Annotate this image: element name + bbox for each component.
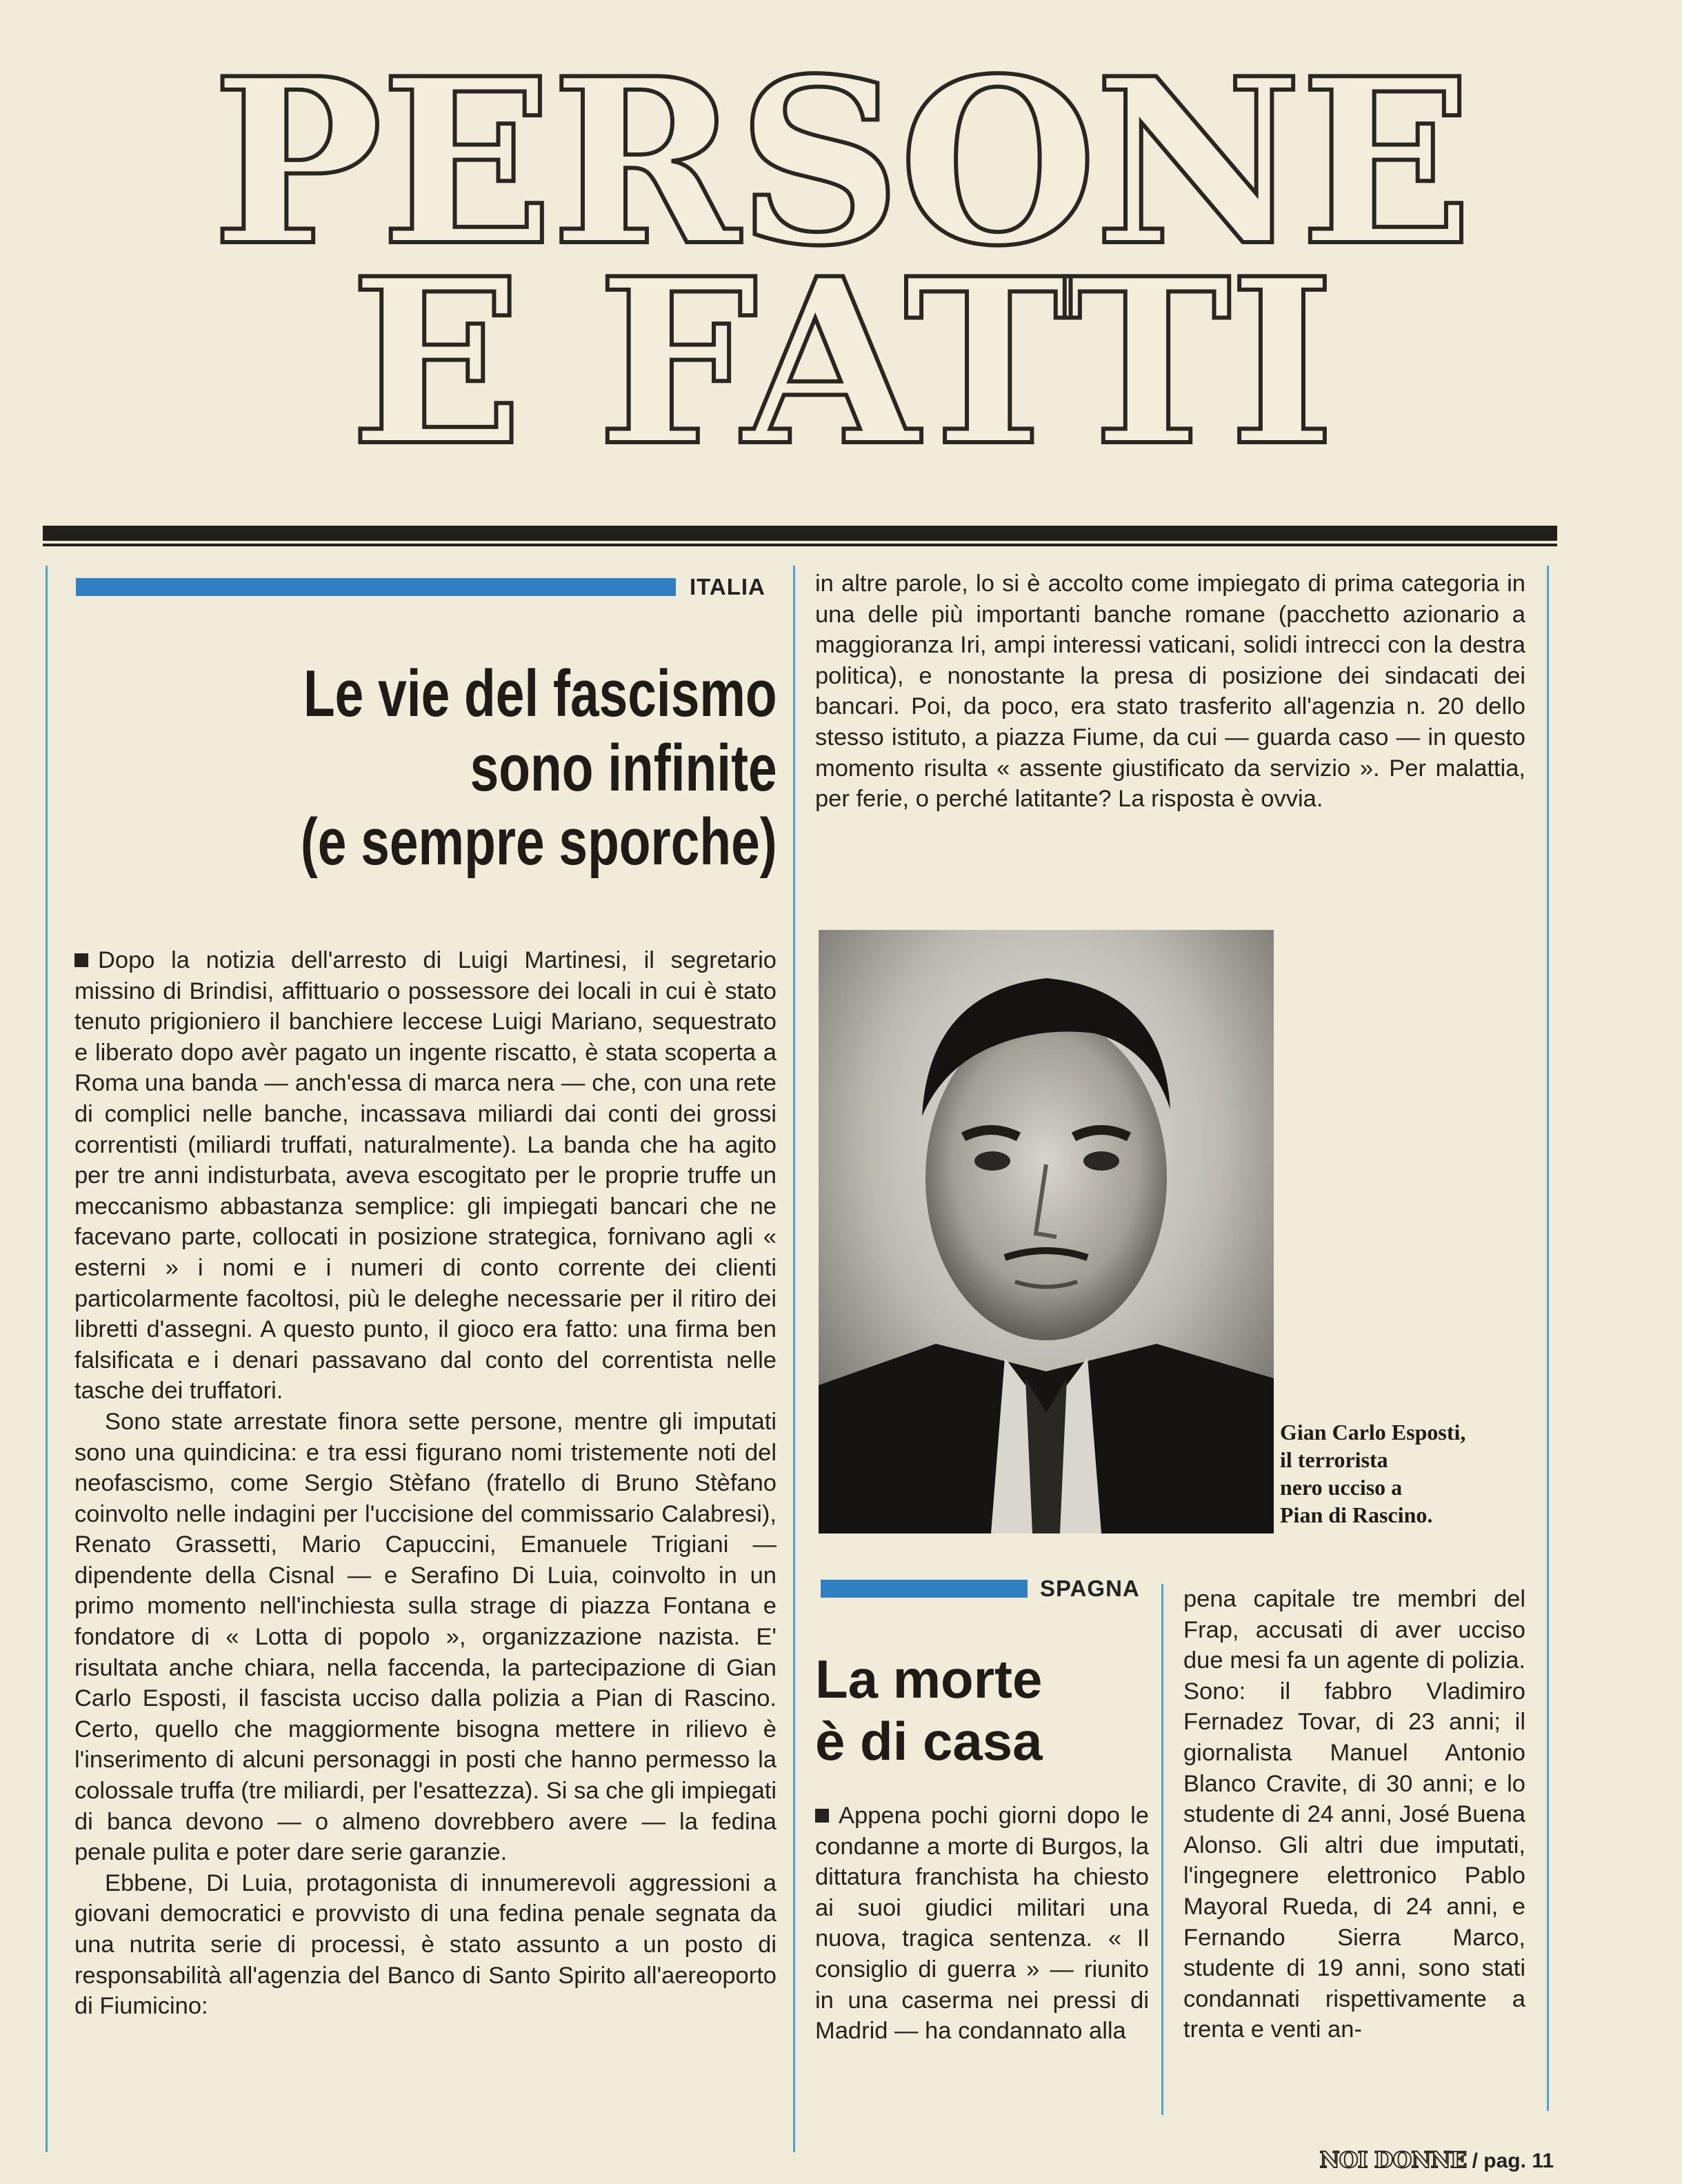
- section-bar: [76, 578, 676, 596]
- section-label-spagna: SPAGNA: [1040, 1576, 1140, 1601]
- page-footer: [1320, 2147, 1554, 2173]
- section-label-italia: ITALIA: [690, 574, 765, 599]
- header-rule-thin: [43, 544, 1557, 546]
- column-divider: [1161, 1584, 1163, 2115]
- header-rule: [43, 526, 1557, 541]
- paragraph: in altre parole, lo si è accolto come impiegato di prima categoria in una delle più importanti banche romane (pacchetto azionario a maggioranza Iri, ampi interessi vaticani, solidi intrecci con la destra politica), e nonostante la presa di posizione dei sindacati dei bancari. Poi, da poco, era stato trasferito all'agenzia n. 20 dello stesso istituto, a piazza Fiume, da cui — guarda caso — in questo momento risulta « assente giustificato da servizio ». Per malattia, per ferie, o perché latitante? La risposta è ovvia.: [815, 570, 1525, 813]
- paragraph: Sono state arrestate finora sette persone, mentre gli imputati sono una quindicina: e tra essi figurano nomi tristemente noti del neofascismo, come Sergio Stèfano (fratello di Bruno Stèfano coinvolto nelle indagini per l'uccisione del commissario Calabresi), Renato Grassetti, Mario Capuccini, Emanuele Trigiani — dipendente della Cisnal — e Serafino Di Luia, coinvolto in un primo momento nell'inchiesta sulla strage di piazza Fontana e fondatore di « Lotta di popolo », organizzazione nazista. E' risultata anche chiara, nella faccenda, la partecipazione di Gian Carlo Esposti, il fascista ucciso dalla polizia a Pian di Rascino. Certo, quello che maggiormente bisogna mettere in rilievo è l'inserimento di alcuni personaggi in posti che hanno permesso la colossale truffa (tre miliardi, per l'esattezza). Si sa che gli impiegati di banca devono — o almeno dovrebbero avere — la fedina penale pulita e poter dare serie garanzie.: [74, 1408, 777, 1866]
- headline-line: (e sempre sporche): [301, 805, 777, 880]
- photo-caption: [1280, 1418, 1535, 1529]
- magazine-logo: NOI DONNE: [1319, 2147, 1467, 2173]
- section-bar: [821, 1580, 1028, 1598]
- bullet-square-icon: [815, 1809, 829, 1823]
- article-body-italia-cont: [815, 568, 1525, 815]
- article-body-spagna-cont: [1183, 1584, 1525, 2045]
- headline-line: La morte: [815, 1649, 1043, 1709]
- paragraph: Ebbene, Di Luia, protagonista di innumerevoli aggressioni a giovani democratici e provvisto di una fedina penale segnata da una nutrita serie di processi, è stato assunto a un posto di responsabilità all'agenzia del Banco di Santo Spirito all'aereoporto di Fiumicino:: [74, 1869, 777, 2020]
- headline-line: sono infinite: [470, 731, 777, 805]
- headline-line: è di casa: [815, 1710, 1043, 1771]
- paragraph: pena capitale tre membri del Frap, accusati di aver ucciso due mesi fa un agente di polizia. Sono: il fabbro Vladimiro Fernadez Tovar, di 23 anni; il giornalista Manuel Antonio Blanco Cravite, di 30 anni; e lo studente di 24 anni, José Buena Alonso. Gli altri due imputati, l'ingegnere elettronico Pablo Mayoral Rueda, di 24 anni, e Fernando Sierra Marco, studente di 19 anni, sono stati condannati rispettivamente a trenta e venti an-: [1183, 1586, 1525, 2043]
- article-headline-italia: [301, 657, 777, 880]
- paragraph: Dopo la notizia dell'arresto di Luigi Martinesi, il segretario missino di Brindisi, affittuario o possessore dei locali in cui è stato tenuto prigioniero il banchiere leccese Luigi Mariano, sequestrato e liberato dopo avèr pagato un ingente riscatto, è stata scoperta a Roma una banda — anch'essa di marca nera — che, con una rete di complici nelle banche, incassava miliardi dai conti dei grossi correntisti (miliardi truffati, naturalmente). La banda che ha agito per tre anni indisturbata, aveva escogitato per le proprie truffe un meccanismo abbastanza semplice: gli impiegati bancari che ne facevano parte, collocati in posizione strategica, fornivano agli « esterni » i nomi e i numeri di conto corrente dei clienti particolarmente facoltosi, più le deleghe necessarie per il ritiro dei libretti d'assegni. A questo punto, il gioco era fatto: una firma ben falsificata e i denari passavano dal conto del correntista nelle tasche dei truffatori.: [74, 947, 777, 1404]
- caption-line: il terrorista: [1280, 1447, 1388, 1472]
- bullet-square-icon: [74, 953, 88, 967]
- column-divider: [1547, 566, 1549, 2111]
- page-number: / pag. 11: [1472, 2150, 1554, 2172]
- headline-line: Le vie del fascismo: [303, 657, 777, 731]
- masthead-title-line1: PERSONE: [212, 28, 1470, 296]
- caption-line: nero ucciso a: [1280, 1475, 1403, 1500]
- column-divider: [46, 566, 48, 2152]
- caption-line: Pian di Rascino.: [1280, 1502, 1433, 1527]
- article-body-spagna: [815, 1800, 1149, 2047]
- column-divider: [793, 566, 795, 2152]
- portrait-photo: [819, 930, 1274, 1533]
- masthead-title-line2: E FATTI: [349, 228, 1333, 496]
- article-body-italia: [74, 945, 777, 2022]
- article-headline-spagna: [815, 1649, 1043, 1772]
- caption-line: Gian Carlo Esposti,: [1280, 1420, 1466, 1445]
- paragraph: Appena pochi giorni dopo le condanne a morte di Burgos, la dittatura franchista ha chiesto ai suoi giudici militari una nuova, tragica sentenza. « Il consiglio di guerra » — riunito in una caserma nei pressi di Madrid — ha condannato alla: [815, 1803, 1149, 2045]
